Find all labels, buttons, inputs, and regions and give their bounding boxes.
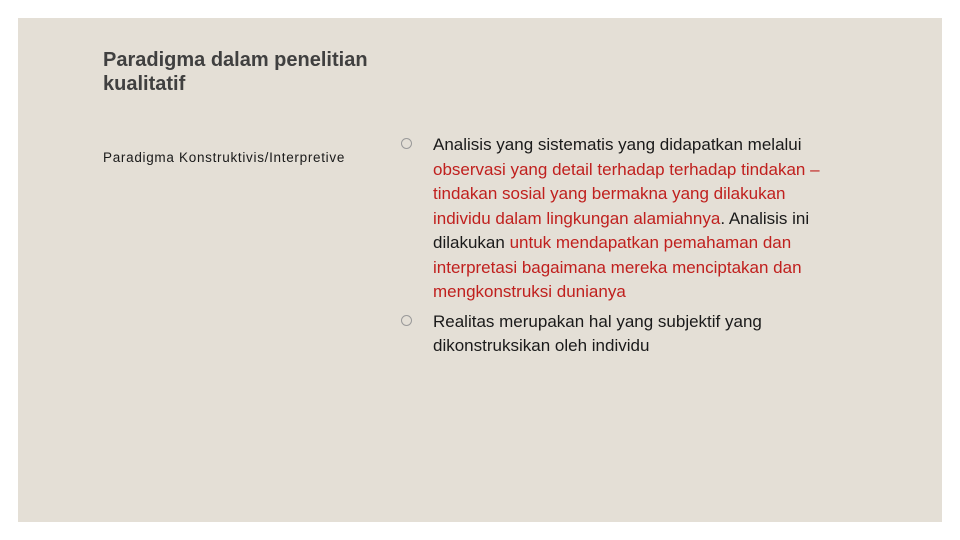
bullet-text-segment: Analisis yang sistematis yang didapatkan melalui bbox=[433, 135, 802, 154]
bullet-item bbox=[398, 310, 838, 359]
left-heading: Paradigma Konstruktivis/Interpretive bbox=[103, 150, 346, 165]
bullet-text-emphasis: observasi yang detail terhadap terhadap tindakan – tindakan sosial yang bermakna yang dilakukan individu dalam lingkungan alamiahnya bbox=[433, 159, 820, 228]
bullet-text-segment: . Analisis ini dilakukan bbox=[433, 208, 810, 252]
bullet-circle-icon bbox=[401, 315, 412, 326]
slide-title: Paradigma dalam penelitian kualitatif bbox=[103, 49, 368, 95]
bullet-list bbox=[398, 133, 838, 364]
bullet-text-segment: Realitas merupakan hal yang subjektif yang dikonstruksikan oleh individu bbox=[433, 311, 762, 355]
bullet-item bbox=[398, 133, 838, 305]
bullet-text-emphasis: untuk mendapatkan pemahaman dan interpretasi bagaimana mereka menciptakan dan mengkonstruksi dunianya bbox=[433, 233, 802, 301]
bullet-circle-icon bbox=[401, 138, 412, 149]
